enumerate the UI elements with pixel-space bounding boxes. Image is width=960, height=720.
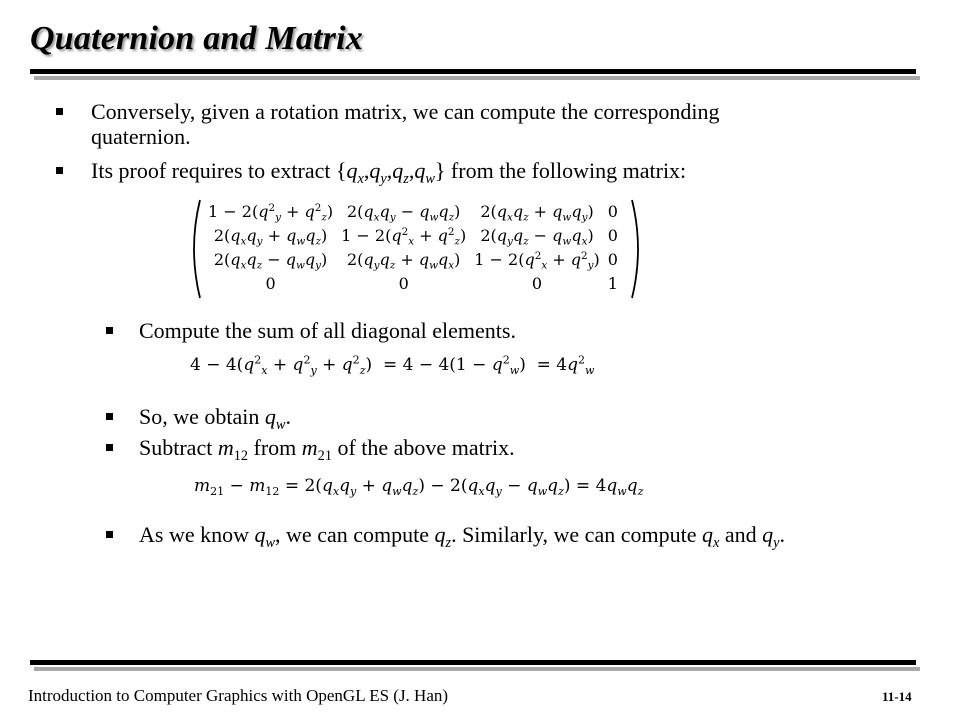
matrix-cell: 0 — [607, 226, 618, 245]
matrix-cell: $2(q_yq_z + q_wq_x)$ — [346, 250, 461, 272]
equation-trace: $4 - 4(q^2_x + q^2_y + q^2_z) = 4 - 4(1 - q^2_w) = 4q^2_w$ — [190, 353, 595, 377]
matrix-cell: $1 - 2(q^2_x + q^2_y)$ — [474, 249, 600, 272]
rotation-matrix — [186, 197, 646, 301]
bullet-text-line2: quaternion. — [91, 124, 191, 149]
title-rule-shadow — [34, 76, 920, 80]
bullet-marker — [106, 444, 113, 451]
footer-rule-shadow — [34, 667, 920, 671]
matrix-cell: $1 - 2(q^2_x + q^2_z)$ — [341, 225, 467, 248]
bullet-subtract — [106, 435, 906, 463]
matrix-cell: 0 — [398, 274, 409, 293]
matrix-cell: $2(q_xq_z + q_wq_y)$ — [480, 202, 594, 224]
matrix-cell: 0 — [265, 274, 276, 293]
matrix-row — [204, 200, 622, 224]
slide-title: Quaternion and Matrix — [30, 20, 363, 57]
bullet-text: So, we obtain $q_w$. — [139, 404, 291, 433]
matrix-cell: $2(q_xq_y - q_wq_z)$ — [346, 202, 461, 224]
bullet-text: Its proof requires to extract $\{q_x,q_y,q_z,q_w\}$ from the following matrix: — [91, 158, 687, 187]
matrix-cell: $1 - 2(q^2_y + q^2_z)$ — [208, 201, 334, 224]
bullet-marker — [106, 413, 113, 420]
matrix-row — [204, 224, 622, 248]
bullet-text-line1: Conversely, given a rotation matrix, we can compute the corresponding — [91, 99, 720, 124]
matrix-cell: 0 — [531, 274, 543, 293]
footer-course: Introduction to Computer Graphics with OpenGL ES (J. Han) — [28, 686, 449, 705]
bullet-text: Subtract $m_{12}$ from $m_{21}$ of the above matrix. — [139, 435, 515, 464]
matrix-cell: 0 — [607, 250, 618, 269]
equation-difference: $m_{21} - m_{12} = 2(q_xq_y + q_wq_z) - 2(q_xq_y - q_wq_z) = 4q_wq_z$ — [194, 476, 644, 498]
matrix-cell: $2(q_yq_z - q_wq_x)$ — [480, 226, 594, 248]
bullet-proof — [56, 158, 916, 186]
bullet-compute-rest — [106, 522, 936, 550]
bullet-marker — [56, 108, 63, 115]
bullet-marker — [56, 167, 63, 174]
bullet-diagonal-sum — [106, 318, 906, 346]
bullet-converse — [56, 99, 916, 151]
bullet-marker — [106, 327, 113, 334]
bullet-text: Compute the sum of all diagonal elements. — [139, 318, 516, 343]
matrix-cell: 1 — [607, 274, 618, 293]
bullet-text: As we know $q_w$, we can compute $q_z$. Similarly, we can compute $q_x$ and $q_y$. — [139, 522, 785, 551]
matrix-row — [204, 272, 622, 296]
title-rule — [30, 69, 916, 74]
footer-page-number: 11-14 — [882, 689, 912, 704]
matrix-cell: $2(q_xq_y + q_wq_z)$ — [213, 226, 328, 248]
matrix-cell: 0 — [607, 202, 618, 221]
matrix-cell: $2(q_xq_z - q_wq_y)$ — [213, 250, 328, 272]
matrix-row — [204, 248, 622, 272]
bullet-marker — [106, 531, 113, 538]
bullet-obtain-qw — [106, 404, 906, 432]
footer-rule — [30, 660, 916, 665]
